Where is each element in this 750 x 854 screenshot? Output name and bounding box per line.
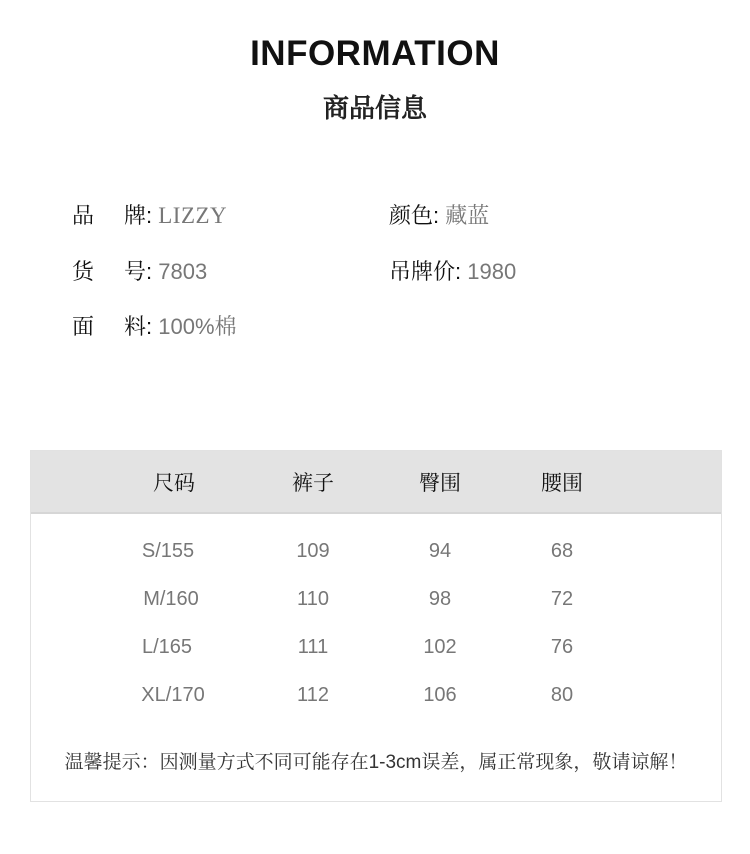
cell-pants: 110 [297, 588, 329, 610]
separator: : [146, 259, 159, 284]
header-size: 尺码 [153, 472, 195, 495]
item-no-row [72, 255, 207, 286]
cell-pants: 112 [297, 684, 329, 706]
brand-row [72, 199, 227, 230]
cell-waist: 76 [550, 636, 574, 658]
item-no-value: 7803 [158, 259, 208, 284]
cell-pants: 111 [297, 636, 329, 658]
cell-size: L/165 [141, 636, 193, 658]
color-value: 藏蓝 [445, 203, 490, 228]
color-label: 颜色 [389, 203, 434, 228]
cell-hip: 98 [428, 588, 452, 610]
separator: : [455, 259, 468, 284]
price-label: 吊牌价 [389, 259, 456, 284]
cell-size: S/155 [141, 540, 195, 562]
cell-hip: 106 [423, 684, 457, 706]
color-row [389, 199, 489, 230]
fabric-row [72, 310, 237, 341]
cell-hip: 102 [423, 636, 457, 658]
brand-value: LIZZY [158, 203, 228, 228]
page-subtitle: 商品信息 [322, 93, 427, 123]
size-table [30, 450, 722, 802]
fabric-label: 面 料 [72, 314, 146, 339]
page-title: INFORMATION [250, 34, 500, 73]
fabric-value: 100%棉 [158, 314, 237, 339]
price-row [389, 255, 516, 286]
brand-label: 品 牌 [72, 203, 146, 228]
header-pants: 裤子 [292, 472, 334, 495]
cell-size: M/160 [143, 588, 199, 610]
cell-waist: 68 [550, 540, 574, 562]
header-waist: 腰围 [541, 472, 583, 495]
measurement-note: 温馨提示：因测量方式不同可能存在1-3cm误差，属正常现象，敬请谅解！ [64, 752, 688, 773]
separator: : [146, 314, 159, 339]
separator: : [433, 203, 446, 228]
cell-waist: 80 [550, 684, 574, 706]
cell-hip: 94 [428, 540, 452, 562]
header-hip: 臀围 [419, 472, 461, 495]
price-value: 1980 [467, 259, 517, 284]
separator: : [146, 203, 159, 228]
cell-pants: 109 [296, 540, 330, 562]
table-header [31, 451, 721, 514]
cell-waist: 72 [550, 588, 574, 610]
cell-size: XL/170 [141, 684, 205, 706]
item-no-label: 货 号 [72, 259, 146, 284]
